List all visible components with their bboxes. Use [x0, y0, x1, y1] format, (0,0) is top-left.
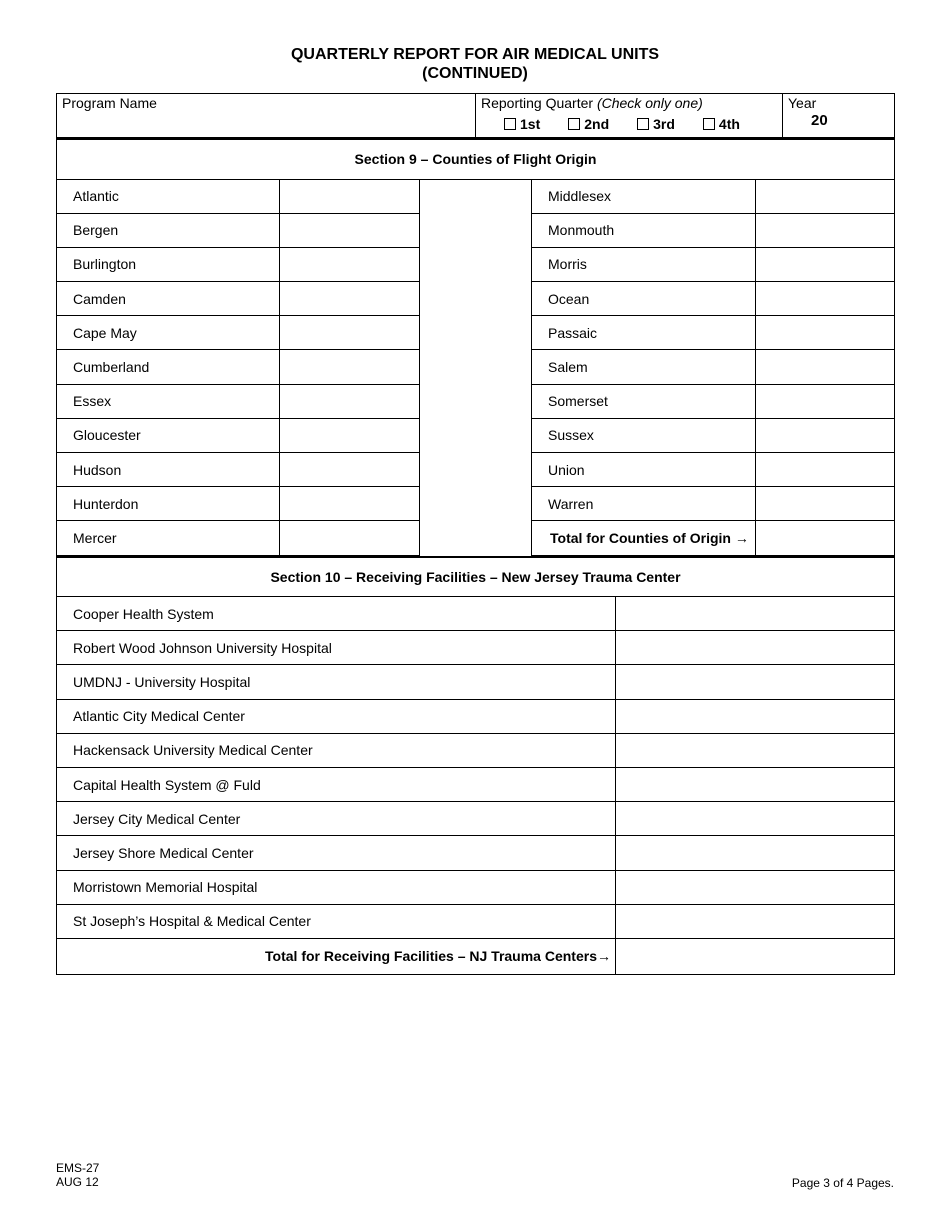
section9-title: Section 9 – Counties of Flight Origin	[57, 139, 895, 179]
table-row	[57, 836, 895, 870]
section9-table	[56, 138, 895, 556]
form-title	[0, 45, 950, 83]
spacer-cell	[420, 521, 532, 555]
county-name: Middlesex	[532, 179, 756, 213]
table-row	[57, 213, 895, 247]
table-row	[57, 350, 895, 384]
spacer-cell	[420, 213, 532, 247]
county-name: Cumberland	[57, 350, 280, 384]
spacer-cell	[420, 247, 532, 281]
county-count-input[interactable]	[280, 418, 420, 452]
form-id	[56, 1161, 99, 1189]
year-label: Year	[788, 95, 817, 111]
program-name-label: Program Name	[62, 95, 157, 111]
section10-total-input[interactable]	[616, 938, 895, 974]
quarter-3rd-checkbox[interactable]: 3rd	[637, 116, 675, 132]
facility-name: Cooper Health System	[57, 597, 616, 631]
table-row	[57, 904, 895, 938]
table-row	[57, 418, 895, 452]
facility-count-input[interactable]	[616, 699, 895, 733]
table-row	[57, 521, 895, 555]
checkbox-icon[interactable]	[568, 118, 580, 130]
county-count-input[interactable]	[756, 213, 895, 247]
table-row	[57, 597, 895, 631]
table-row	[57, 870, 895, 904]
table-row	[57, 316, 895, 350]
county-count-input[interactable]	[280, 316, 420, 350]
county-count-input[interactable]	[280, 179, 420, 213]
section9-total-label: Total for Counties of Origin →	[532, 521, 756, 555]
county-name: Bergen	[57, 213, 280, 247]
facility-name: Jersey City Medical Center	[57, 802, 616, 836]
table-row	[57, 733, 895, 767]
county-name: Gloucester	[57, 418, 280, 452]
section10-total-label: Total for Receiving Facilities – NJ Trauma Centers→	[57, 938, 616, 974]
facility-count-input[interactable]	[616, 665, 895, 699]
county-name: Passaic	[532, 316, 756, 350]
county-count-input[interactable]	[756, 179, 895, 213]
facility-name: St Joseph’s Hospital & Medical Center	[57, 904, 616, 938]
checkbox-icon[interactable]	[637, 118, 649, 130]
county-count-input[interactable]	[756, 282, 895, 316]
facility-count-input[interactable]	[616, 836, 895, 870]
form-title-line2: (CONTINUED)	[422, 65, 528, 82]
spacer-cell	[420, 350, 532, 384]
spacer-cell	[420, 418, 532, 452]
section10-table	[56, 556, 895, 975]
facility-count-input[interactable]	[616, 597, 895, 631]
county-count-input[interactable]	[280, 213, 420, 247]
facility-count-input[interactable]	[616, 733, 895, 767]
checkbox-icon[interactable]	[504, 118, 516, 130]
facility-count-input[interactable]	[616, 802, 895, 836]
table-row	[57, 179, 895, 213]
county-name: Mercer	[57, 521, 280, 555]
spacer-cell	[420, 487, 532, 521]
county-name: Sussex	[532, 418, 756, 452]
county-count-input[interactable]	[280, 453, 420, 487]
table-row	[57, 631, 895, 665]
reporting-quarter-label: Reporting Quarter	[481, 95, 597, 111]
county-name: Union	[532, 453, 756, 487]
reporting-quarter-field	[476, 94, 783, 138]
county-count-input[interactable]	[756, 521, 895, 555]
facility-count-input[interactable]	[616, 631, 895, 665]
county-count-input[interactable]	[756, 487, 895, 521]
page-number: Page 3 of 4 Pages.	[791, 1176, 894, 1190]
county-name: Ocean	[532, 282, 756, 316]
county-count-input[interactable]	[756, 453, 895, 487]
table-row	[57, 453, 895, 487]
quarter-4th-checkbox[interactable]: 4th	[703, 116, 740, 132]
county-name: Monmouth	[532, 213, 756, 247]
table-row	[57, 768, 895, 802]
quarter-1st-checkbox[interactable]: 1st	[504, 116, 540, 132]
form-date: AUG 12	[56, 1175, 99, 1189]
checkbox-icon[interactable]	[703, 118, 715, 130]
facility-name: Robert Wood Johnson University Hospital	[57, 631, 616, 665]
facility-count-input[interactable]	[616, 904, 895, 938]
table-row	[57, 802, 895, 836]
county-name: Warren	[532, 487, 756, 521]
county-count-input[interactable]	[280, 521, 420, 555]
table-row	[57, 282, 895, 316]
facility-name: Atlantic City Medical Center	[57, 699, 616, 733]
facility-name: Capital Health System @ Fuld	[57, 768, 616, 802]
spacer-cell	[420, 282, 532, 316]
county-count-input[interactable]	[280, 487, 420, 521]
facility-count-input[interactable]	[616, 768, 895, 802]
spacer-cell	[420, 453, 532, 487]
facility-name: Morristown Memorial Hospital	[57, 870, 616, 904]
facility-count-input[interactable]	[616, 870, 895, 904]
spacer-cell	[420, 384, 532, 418]
report-form	[56, 93, 894, 975]
table-row	[57, 247, 895, 281]
form-title-line1: QUARTERLY REPORT FOR AIR MEDICAL UNITS	[290, 46, 660, 63]
table-row	[57, 384, 895, 418]
county-count-input[interactable]	[756, 418, 895, 452]
county-name: Hudson	[57, 453, 280, 487]
facility-name: UMDNJ - University Hospital	[57, 665, 616, 699]
quarter-2nd-checkbox[interactable]: 2nd	[568, 116, 609, 132]
county-name: Essex	[57, 384, 280, 418]
county-name: Morris	[532, 247, 756, 281]
county-count-input[interactable]	[756, 384, 895, 418]
county-count-input[interactable]	[756, 316, 895, 350]
county-name: Salem	[532, 350, 756, 384]
county-count-input[interactable]	[280, 282, 420, 316]
reporting-quarter-hint: (Check only one)	[596, 95, 703, 111]
facility-name: Hackensack University Medical Center	[57, 733, 616, 767]
county-count-input[interactable]	[756, 247, 895, 281]
county-count-input[interactable]	[756, 350, 895, 384]
county-name: Somerset	[532, 384, 756, 418]
county-name: Camden	[57, 282, 280, 316]
table-row	[57, 699, 895, 733]
county-name: Hunterdon	[57, 487, 280, 521]
form-number: EMS-27	[56, 1161, 100, 1175]
spacer-cell	[420, 316, 532, 350]
program-name-field[interactable]	[57, 94, 476, 138]
year-field[interactable]	[783, 94, 895, 138]
section10-title: Section 10 – Receiving Facilities – New Jersey Trauma Center	[57, 557, 895, 597]
table-row	[57, 487, 895, 521]
county-name: Cape May	[57, 316, 280, 350]
county-count-input[interactable]	[280, 247, 420, 281]
facility-name: Jersey Shore Medical Center	[57, 836, 616, 870]
county-count-input[interactable]	[280, 384, 420, 418]
table-row	[57, 665, 895, 699]
county-name: Burlington	[57, 247, 280, 281]
spacer-cell	[420, 179, 532, 213]
year-value: 20	[811, 112, 828, 129]
header-table	[56, 93, 895, 138]
county-count-input[interactable]	[280, 350, 420, 384]
county-name: Atlantic	[57, 179, 280, 213]
